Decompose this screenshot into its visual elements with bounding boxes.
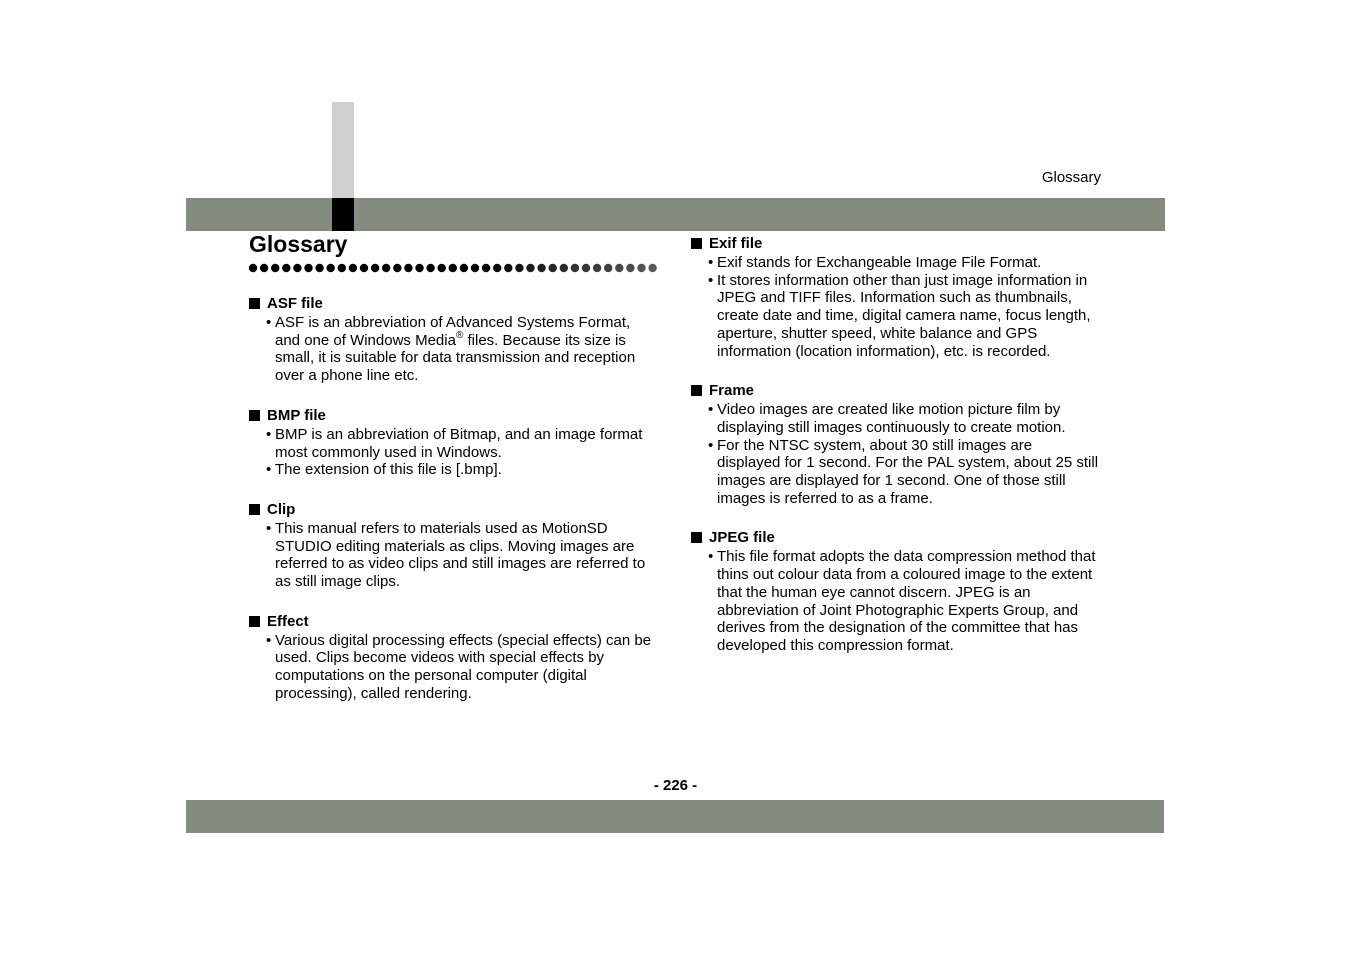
rule-dot bbox=[615, 264, 623, 272]
rule-dot bbox=[504, 264, 512, 272]
rule-dot bbox=[327, 264, 335, 272]
rule-dot bbox=[293, 264, 301, 272]
rule-dot bbox=[537, 264, 545, 272]
entry-heading-text: Effect bbox=[267, 612, 309, 630]
bullet-item: • This file format adopts the data compression method that thins out colour data from a coloured image to the extent that the human eye cannot discern. JPEG is an abbreviation of Joint Photographic Experts Group, and derives from the designation of the committee that has developed this compression format. bbox=[708, 548, 1099, 654]
entry-heading-text: BMP file bbox=[267, 406, 326, 424]
entry-bullets bbox=[249, 314, 669, 385]
entry-heading bbox=[691, 380, 1111, 401]
rule-dot bbox=[493, 264, 501, 272]
entry-heading bbox=[249, 611, 669, 632]
glossary-entry bbox=[691, 233, 1111, 360]
rule-dot bbox=[582, 264, 590, 272]
entry-heading-text: ASF file bbox=[267, 295, 323, 312]
bullet-item: • Exif stands for Exchangeable Image File Format. bbox=[708, 254, 1099, 272]
rule-dot bbox=[549, 264, 557, 272]
rule-dot bbox=[315, 264, 323, 272]
glossary-entry bbox=[691, 527, 1111, 654]
square-bullet-icon bbox=[691, 385, 702, 396]
rule-dot bbox=[626, 264, 634, 272]
square-bullet-icon bbox=[691, 238, 702, 249]
bullet-text: files. Because its size is small, it is suitable for data transmission and reception over a phone line etc. bbox=[275, 331, 636, 385]
glossary-entry bbox=[691, 380, 1111, 507]
entry-bullets bbox=[691, 548, 1111, 654]
bullet-item: • The extension of this file is [.bmp]. bbox=[266, 461, 657, 479]
right-column bbox=[691, 233, 1111, 675]
dotted-rule bbox=[248, 261, 662, 275]
rule-dot bbox=[382, 264, 390, 272]
rule-dot bbox=[460, 264, 468, 272]
chapter-tab-gray bbox=[332, 102, 354, 198]
square-bullet-icon bbox=[249, 616, 260, 627]
rule-dot bbox=[338, 264, 346, 272]
rule-dot bbox=[637, 264, 645, 272]
rule-dot bbox=[393, 264, 401, 272]
rule-dot bbox=[249, 264, 257, 272]
rule-dot bbox=[648, 264, 656, 272]
entry-heading bbox=[249, 499, 669, 520]
entry-heading-text: JPEG file bbox=[709, 529, 775, 547]
entry-heading bbox=[691, 527, 1111, 548]
rule-dot bbox=[515, 264, 523, 272]
rule-dot bbox=[426, 264, 434, 272]
square-bullet-icon bbox=[249, 504, 260, 515]
rule-dot bbox=[438, 264, 446, 272]
entry-bullets bbox=[691, 401, 1111, 507]
chapter-tab-black bbox=[332, 198, 354, 231]
left-column bbox=[249, 293, 669, 723]
rule-dot bbox=[482, 264, 490, 272]
rule-dot bbox=[304, 264, 312, 272]
bullet-item: • Video images are created like motion picture film by displaying still images continuously to create motion. bbox=[708, 401, 1099, 436]
bullet-item: • This manual refers to materials used as MotionSD STUDIO editing materials as clips. Moving images are referred to as video clips and still images are referred to as still image clips. bbox=[266, 520, 657, 591]
rule-dot bbox=[371, 264, 379, 272]
rule-dot bbox=[415, 264, 423, 272]
square-bullet-icon bbox=[249, 298, 260, 309]
entry-bullets bbox=[249, 520, 669, 591]
rule-dot bbox=[282, 264, 290, 272]
rule-dot bbox=[571, 264, 579, 272]
entry-bullets bbox=[249, 632, 669, 703]
registered-mark: ® bbox=[455, 329, 464, 341]
rule-dot bbox=[560, 264, 568, 272]
rule-dot bbox=[404, 264, 412, 272]
bullet-text: ASF is an abbreviation of Advanced Systems Format, and one of Windows Media bbox=[275, 314, 631, 349]
footer-band bbox=[186, 800, 1164, 833]
rule-dot bbox=[526, 264, 534, 272]
rule-dot bbox=[271, 264, 279, 272]
rule-dot bbox=[593, 264, 601, 272]
square-bullet-icon bbox=[249, 410, 260, 421]
entry-bullets bbox=[249, 426, 669, 479]
glossary-entry bbox=[249, 405, 669, 479]
rule-dot bbox=[360, 264, 368, 272]
rule-dot bbox=[349, 264, 357, 272]
entry-bullets bbox=[691, 254, 1111, 360]
bullet-item: • Various digital processing effects (special effects) can be used. Clips become videos with special effects by computations on the personal computer (digital processing), called rendering. bbox=[266, 632, 657, 703]
entry-heading-text: Clip bbox=[267, 500, 296, 518]
glossary-entry bbox=[249, 293, 669, 385]
entry-heading-text: Frame bbox=[709, 382, 755, 400]
bullet-item: • BMP is an abbreviation of Bitmap, and an image format most commonly used in Windows. bbox=[266, 426, 657, 461]
bullet-item bbox=[266, 314, 657, 385]
entry-heading bbox=[249, 405, 669, 426]
entry-heading-text: Exif file bbox=[709, 235, 763, 252]
bullet-item: • It stores information other than just image information in JPEG and TIFF files. Information such as thumbnails, create date and time, digital camera name, focus length, aperture, shutter speed, white balance and GPS information (location information), etc. is recorded. bbox=[708, 272, 1099, 361]
rule-dot bbox=[604, 264, 612, 272]
glossary-entry bbox=[249, 611, 669, 703]
rule-dot bbox=[260, 264, 268, 272]
rule-dot bbox=[449, 264, 457, 272]
glossary-entry bbox=[249, 499, 669, 591]
running-header: Glossary bbox=[1041, 169, 1101, 186]
entry-heading bbox=[249, 293, 669, 314]
bullet-item: • For the NTSC system, about 30 still images are displayed for 1 second. For the PAL system, about 25 still images are displayed for 1 second. One of those still images is referred to as a frame. bbox=[708, 437, 1099, 508]
entry-heading bbox=[691, 233, 1111, 254]
page-number: - 226 - bbox=[653, 777, 698, 794]
rule-dot bbox=[471, 264, 479, 272]
square-bullet-icon bbox=[691, 532, 702, 543]
page-title: Glossary bbox=[249, 231, 348, 257]
